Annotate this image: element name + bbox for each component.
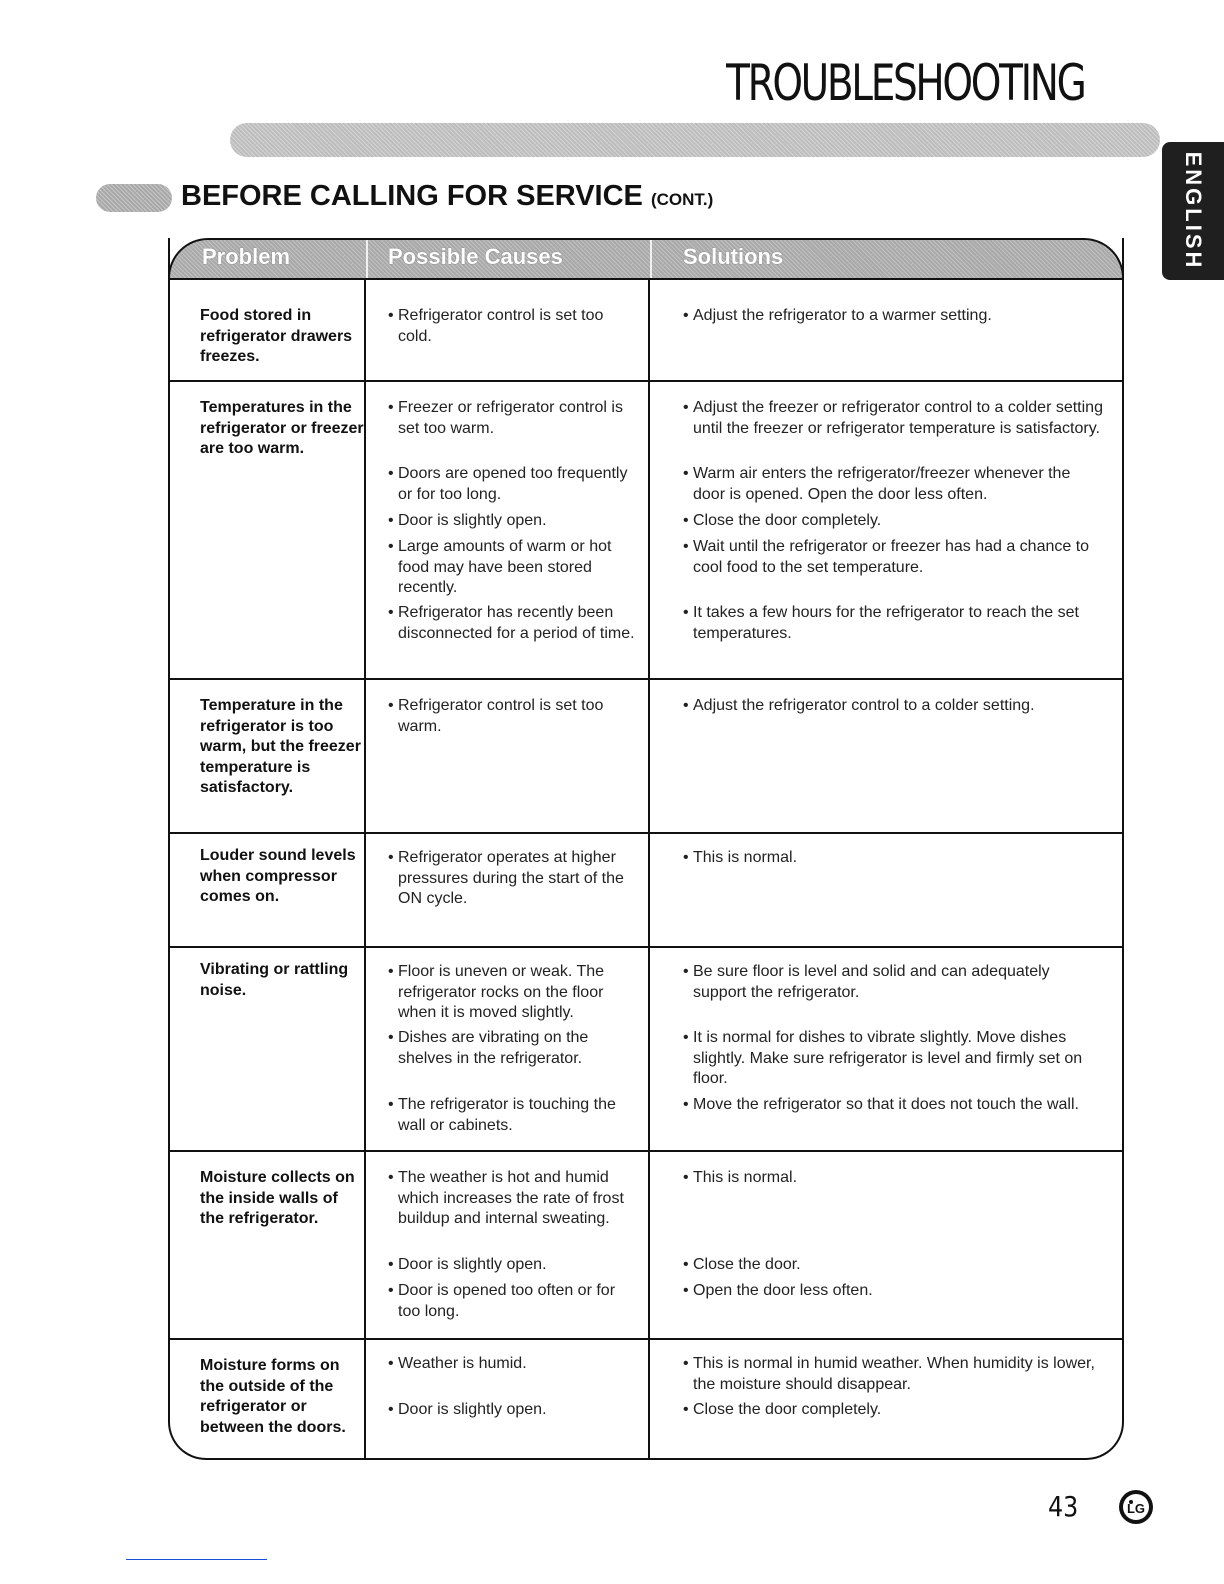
solution-entry: • Adjust the refrigerator control to a colder setting. — [683, 697, 1035, 714]
solution-entry: • Close the door completely. — [683, 512, 882, 529]
page-title: TROUBLESHOOTING — [725, 54, 1084, 112]
solution-entry: • Move the refrigerator so that it does not touch the wall. — [683, 1096, 1079, 1113]
solution-entry: • Warm air enters the refrigerator/freezer whenever the door is opened. Open the door less often. — [683, 465, 1071, 503]
table-row — [170, 1150, 1122, 1340]
column-divider — [648, 1340, 650, 1458]
solution-entry: • Open the door less often. — [683, 1282, 873, 1299]
column-divider — [648, 680, 650, 834]
header-causes: Possible Causes — [388, 244, 563, 269]
table-row — [170, 380, 1122, 680]
section-title-text: BEFORE CALLING FOR SERVICE — [181, 180, 643, 212]
language-tab — [1162, 142, 1224, 280]
column-divider — [648, 1152, 650, 1340]
header-problem: Problem — [202, 244, 291, 269]
cause-entry: • Refrigerator control is set too cold. — [388, 307, 604, 345]
cause-entry: • Door is slightly open. — [388, 1256, 547, 1273]
problem-cell: Food stored in refrigerator drawers freezes. — [200, 307, 353, 365]
problem-cell: Vibrating or rattling noise. — [200, 961, 349, 999]
section-marker — [96, 184, 172, 212]
page-number: 43 — [1048, 1490, 1079, 1523]
column-divider — [648, 834, 650, 948]
header-bar — [230, 123, 1160, 157]
solution-entry: • Adjust the refrigerator to a warmer setting. — [683, 307, 992, 324]
solution-entry: • It is normal for dishes to vibrate slightly. Move dishes slightly. Make sure refrigerator is level and firmly set on floor. — [683, 1029, 1083, 1087]
cause-entry: • Floor is uneven or weak. The refrigerator rocks on the floor when it is moved slightly. — [388, 963, 605, 1021]
problem-cell: Temperatures in the refrigerator or freezer are too warm. — [200, 399, 364, 457]
column-divider — [648, 382, 650, 680]
footer-line — [126, 1559, 267, 1560]
problem-cell: Moisture forms on the outside of the refrigerator or between the doors. — [200, 1357, 346, 1436]
cause-entry: • Doors are opened too frequently or for too long. — [388, 465, 628, 503]
cause-entry: • Refrigerator operates at higher pressures during the start of the ON cycle. — [388, 849, 624, 907]
solution-entry: • It takes a few hours for the refrigerator to reach the set temperatures. — [683, 604, 1079, 642]
table-row — [170, 946, 1122, 1152]
problem-cell: Moisture collects on the inside walls of the refrigerator. — [200, 1169, 355, 1227]
table-row — [170, 278, 1122, 382]
solution-entry: • Wait until the refrigerator or freezer has had a chance to cool food to the set temperature. — [683, 538, 1090, 576]
table-row — [170, 1338, 1122, 1458]
troubleshooting-table — [168, 238, 1124, 1460]
section-title — [181, 180, 713, 213]
solution-entry: • This is normal. — [683, 1169, 798, 1186]
solution-entry: • Adjust the freezer or refrigerator control to a colder setting until the freezer or refrigerator temperature is satisfactory. — [683, 399, 1103, 437]
cause-entry: • Dishes are vibrating on the shelves in the refrigerator. — [388, 1029, 589, 1067]
cause-entry: • Door is opened too often or for too long. — [388, 1282, 616, 1320]
cause-entry: • Door is slightly open. — [388, 512, 547, 529]
column-divider — [648, 948, 650, 1152]
cause-entry: • Door is slightly open. — [388, 1401, 547, 1418]
problem-cell: Louder sound levels when compressor comes on. — [200, 847, 356, 905]
cause-entry: • Freezer or refrigerator control is set too warm. — [388, 399, 623, 437]
solution-entry: • This is normal. — [683, 849, 798, 866]
header-solutions: Solutions — [683, 244, 784, 269]
solution-entry: • Be sure floor is level and solid and can adequately support the refrigerator. — [683, 963, 1050, 1001]
cause-entry: • Large amounts of warm or hot food may have been stored recently. — [388, 538, 612, 596]
solution-entry: • Close the door. — [683, 1256, 801, 1273]
header-divider — [366, 240, 368, 280]
cause-entry: • Refrigerator control is set too warm. — [388, 697, 604, 735]
section-title-suffix: (CONT.) — [650, 190, 714, 209]
language-tab-label: ENGLISH — [1181, 151, 1206, 271]
column-divider — [648, 280, 650, 382]
solution-entry: • Close the door completely. — [683, 1401, 882, 1418]
table-header — [168, 238, 1124, 280]
cause-entry: • Refrigerator has recently been disconnected for a period of time. — [388, 604, 635, 642]
solution-entry: • This is normal in humid weather. When humidity is lower, the moisture should disappear. — [683, 1355, 1095, 1393]
cause-entry: • The refrigerator is touching the wall or cabinets. — [388, 1096, 616, 1134]
header-divider — [650, 240, 652, 280]
cause-entry: • The weather is hot and humid which increases the rate of frost buildup and internal sweating. — [388, 1169, 624, 1227]
lg-logo-icon — [1118, 1489, 1154, 1525]
logo-text: LG — [1126, 1501, 1146, 1516]
table-row — [170, 832, 1122, 948]
cause-entry: • Weather is humid. — [388, 1355, 527, 1372]
table-row — [170, 678, 1122, 834]
problem-cell: Temperature in the refrigerator is too warm, but the freezer temperature is satisfactory. — [200, 697, 361, 796]
